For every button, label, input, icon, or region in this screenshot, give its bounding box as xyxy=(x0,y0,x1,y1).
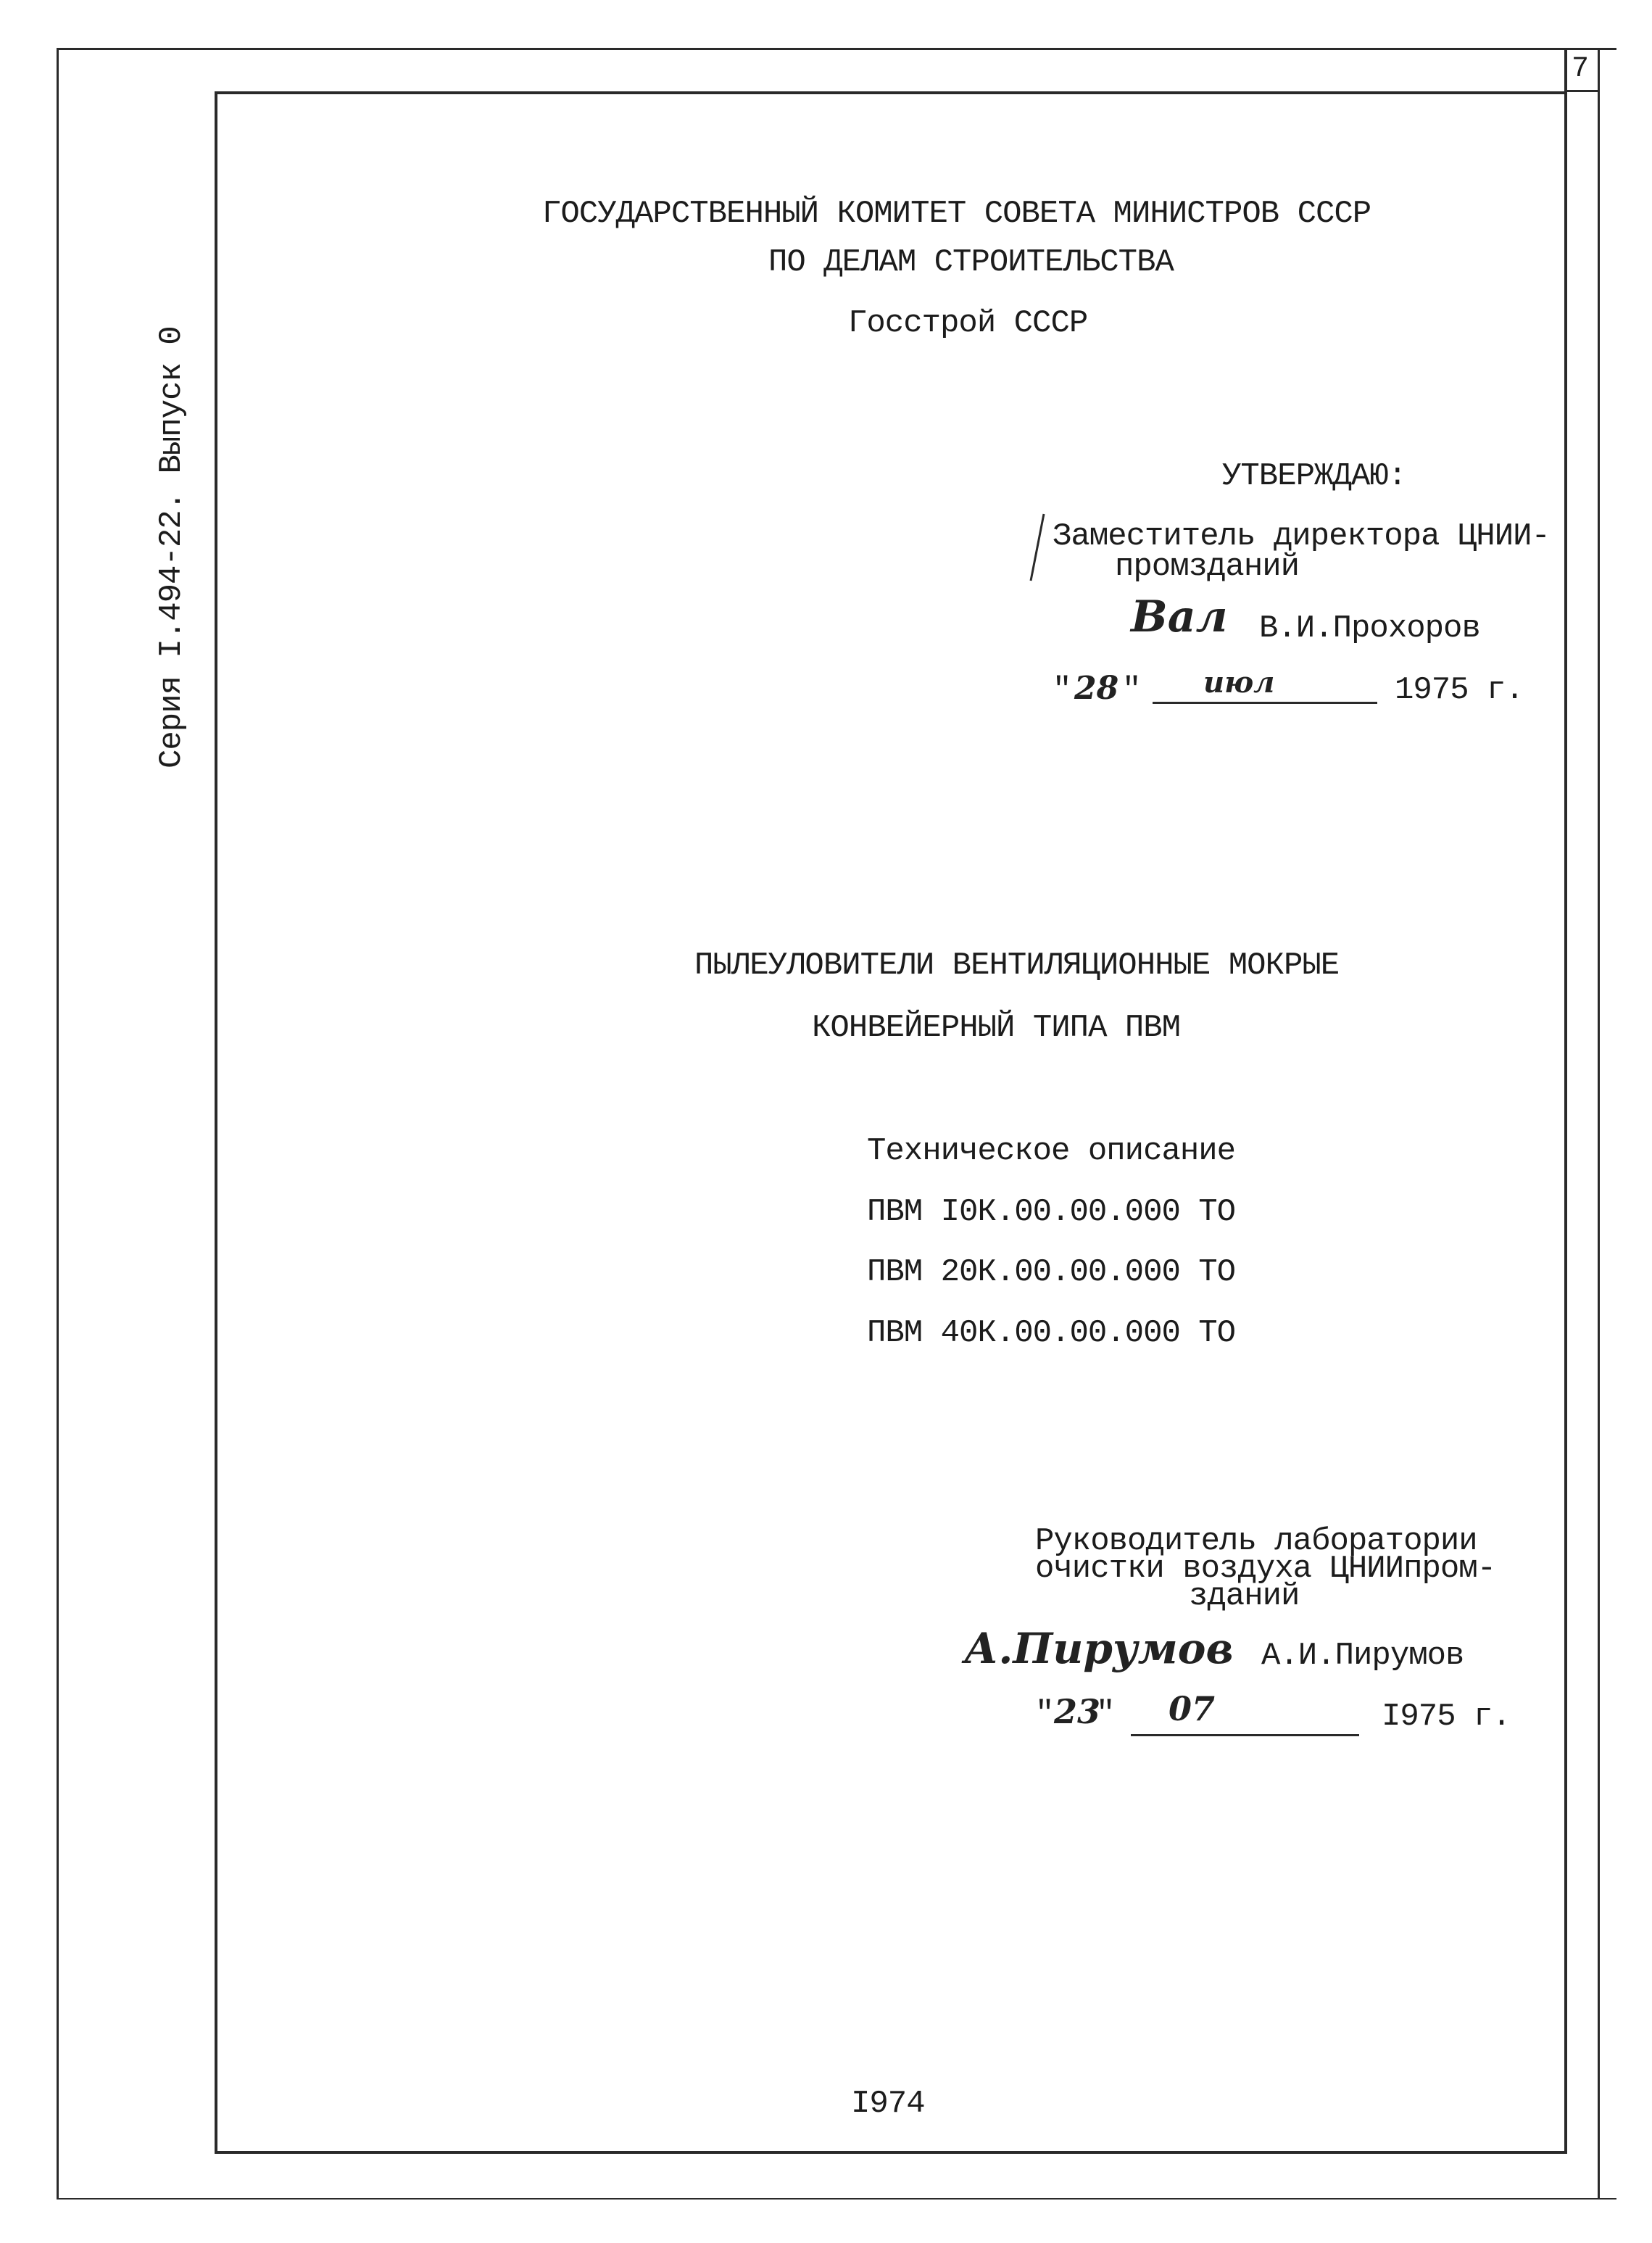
lab-date-open-quote: " xyxy=(1035,1696,1054,1732)
header-line-3: Госстрой СССР xyxy=(848,305,1088,341)
approval-position-line-1: Заместитель директора ЦНИИ- xyxy=(1053,518,1550,555)
doc-type: Техническое описание xyxy=(867,1133,1236,1169)
title-line-1: ПЫЛЕУЛОВИТЕЛИ ВЕНТИЛЯЦИОННЫЕ МОКРЫЕ xyxy=(694,948,1340,984)
header-line-1: ГОСУДАРСТВЕННЫЙ КОМИТЕТ СОВЕТА МИНИСТРОВ СССР xyxy=(542,196,1371,232)
sheet-box-right xyxy=(1598,48,1600,2198)
lab-title-line-3: зданий xyxy=(1189,1578,1300,1614)
approval-signature: Вал xyxy=(1131,592,1228,642)
lab-date-close-quote: " xyxy=(1096,1696,1115,1732)
approval-name: В.И.Прохоров xyxy=(1259,610,1480,647)
outer-frame-bottom xyxy=(57,2198,1616,2200)
series-side-label: Серия I.494-22. Выпуск 0 xyxy=(154,326,190,768)
sheet-box-bottom xyxy=(1564,90,1600,92)
approval-date-close-quote: " xyxy=(1122,672,1141,708)
lab-date-underline xyxy=(1131,1734,1359,1736)
approval-slash-mark xyxy=(1022,511,1051,591)
outer-frame-left xyxy=(57,48,59,2200)
sheet-number: 7 xyxy=(1572,53,1589,86)
doc-code-2: ПВМ 20К.00.00.000 ТО xyxy=(867,1254,1236,1290)
doc-code-3: ПВМ 40К.00.00.000 ТО xyxy=(867,1315,1236,1351)
lab-name: А.И.Пирумов xyxy=(1261,1638,1464,1674)
inner-frame-bottom xyxy=(215,2151,1567,2154)
document-year: I974 xyxy=(851,2086,925,2122)
approval-position-line-2: промзданий xyxy=(1115,549,1300,585)
approval-date-underline xyxy=(1153,702,1377,704)
approval-date-month: июл xyxy=(1203,666,1275,700)
lab-signature: А.Пирумов xyxy=(964,1624,1234,1673)
title-line-2: КОНВЕЙЕРНЫЙ ТИПА ПВМ xyxy=(812,1010,1181,1046)
approval-date-year: 1975 г. xyxy=(1395,672,1524,708)
approval-date-day: 28 xyxy=(1074,670,1119,707)
lab-date-month: 07 xyxy=(1169,1689,1216,1728)
inner-frame-right xyxy=(1564,48,1567,2154)
inner-frame-top xyxy=(215,91,1567,94)
approval-heading: УТВЕРЖДАЮ: xyxy=(1222,458,1407,494)
approval-date-open-quote: " xyxy=(1053,672,1071,708)
inner-frame-left xyxy=(215,91,217,2154)
header-line-2: ПО ДЕЛАМ СТРОИТЕЛЬСТВА xyxy=(768,244,1174,281)
lab-title-line-1: Руководитель лаборатории xyxy=(1035,1523,1477,1559)
lab-title-line-2: очистки воздуха ЦНИИпром- xyxy=(1035,1551,1496,1587)
outer-frame-top xyxy=(57,48,1616,50)
doc-code-1: ПВМ I0К.00.00.000 ТО xyxy=(867,1194,1236,1230)
lab-date-day: 23 xyxy=(1054,1692,1101,1731)
lab-date-year: I975 г. xyxy=(1382,1699,1511,1735)
